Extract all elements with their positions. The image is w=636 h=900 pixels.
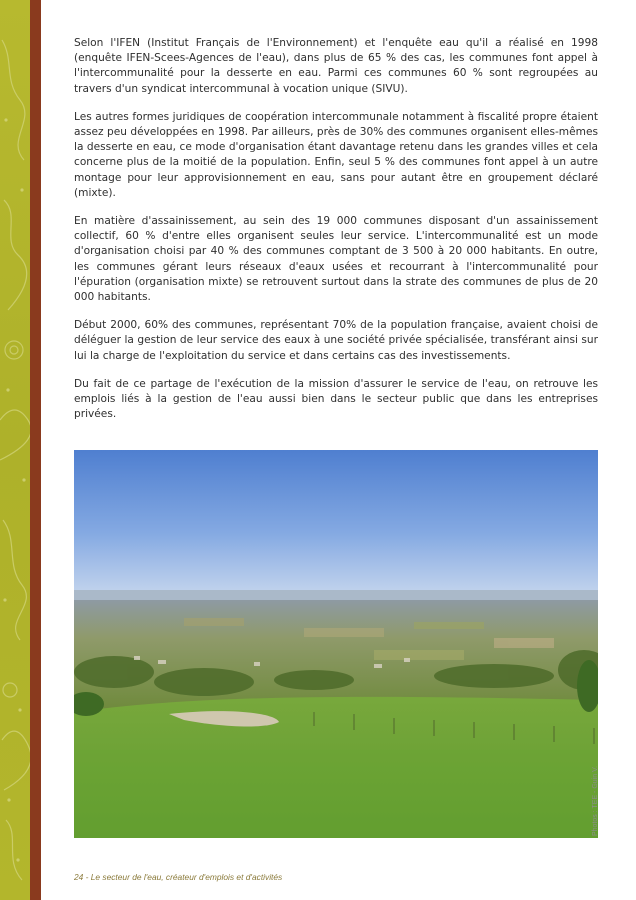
paragraph-delegation: Début 2000, 60% des communes, représentant 70% de la population française, avaient choisi de déléguer la gestion de leur service des eaux à une société privée spécialisée, transférant ainsi sur lui la charge de l'exploitation du service et dans certains cas des investissements. xyxy=(74,319,598,362)
article-body xyxy=(74,36,598,435)
decorative-side-band xyxy=(0,0,30,900)
photo-credit: Photos : TEE - Guin V. xyxy=(592,765,599,836)
paragraph-emplois: Du fait de ce partage de l'exécution de la mission d'assurer le service de l'eau, on retrouve les emplois liés à la gestion de l'eau aussi bien dans le secteur public que dans les entreprises privées. xyxy=(74,377,598,421)
paragraph-assainissement: En matière d'assainissement, au sein des 19 000 communes disposant d'un assainissement collectif, 60 % d'entre elles organisent seules leur service. L'intercommunalité est un mode d'organisation choisi par 40 % des communes comptant de 3 500 à 20 000 habitants. En outre, les communes gérant leurs réseaux d'eaux usées et recourrant à l'intercommunalité pour l'épuration (organisation mixte) se retrouvent surtout dans la strate des communes de plus de 20 000 habitants. xyxy=(74,215,598,304)
side-rule xyxy=(30,0,41,900)
page-footer: 24 - Le secteur de l'eau, créateur d'emplois et d'activités xyxy=(74,872,283,882)
paragraph-ifen: Selon l'IFEN (Institut Français de l'Environnement) et l'enquête eau qu'il a réalisé en 1998 (enquête IFEN-Scees-Agences de l'eau), dans plus de 65 % des cas, les communes font appel à l'intercommunalité pour la desserte en eau. Parmi ces communes 60 % sont regroupées au travers d'un syndicat intercommunal à vocation unique (SIVU). xyxy=(74,37,598,95)
landscape-photo xyxy=(74,450,598,838)
paragraph-other-forms: Les autres formes juridiques de coopération intercommunale notamment à fiscalité propre étaient assez peu développées en 1998. Par ailleurs, près de 30% des communes organisent elles-mêmes la desserte en eau, ce mode d'organisation étant davantage retenu dans les grandes villes et cela concerne plus de la moitié de la population. Enfin, seul 5 % des communes font appel à un autre montage pour leur approvisionnement en eau, sans pour autant être en groupement déclaré (mixte). xyxy=(74,110,598,199)
decorative-pattern xyxy=(0,0,30,900)
